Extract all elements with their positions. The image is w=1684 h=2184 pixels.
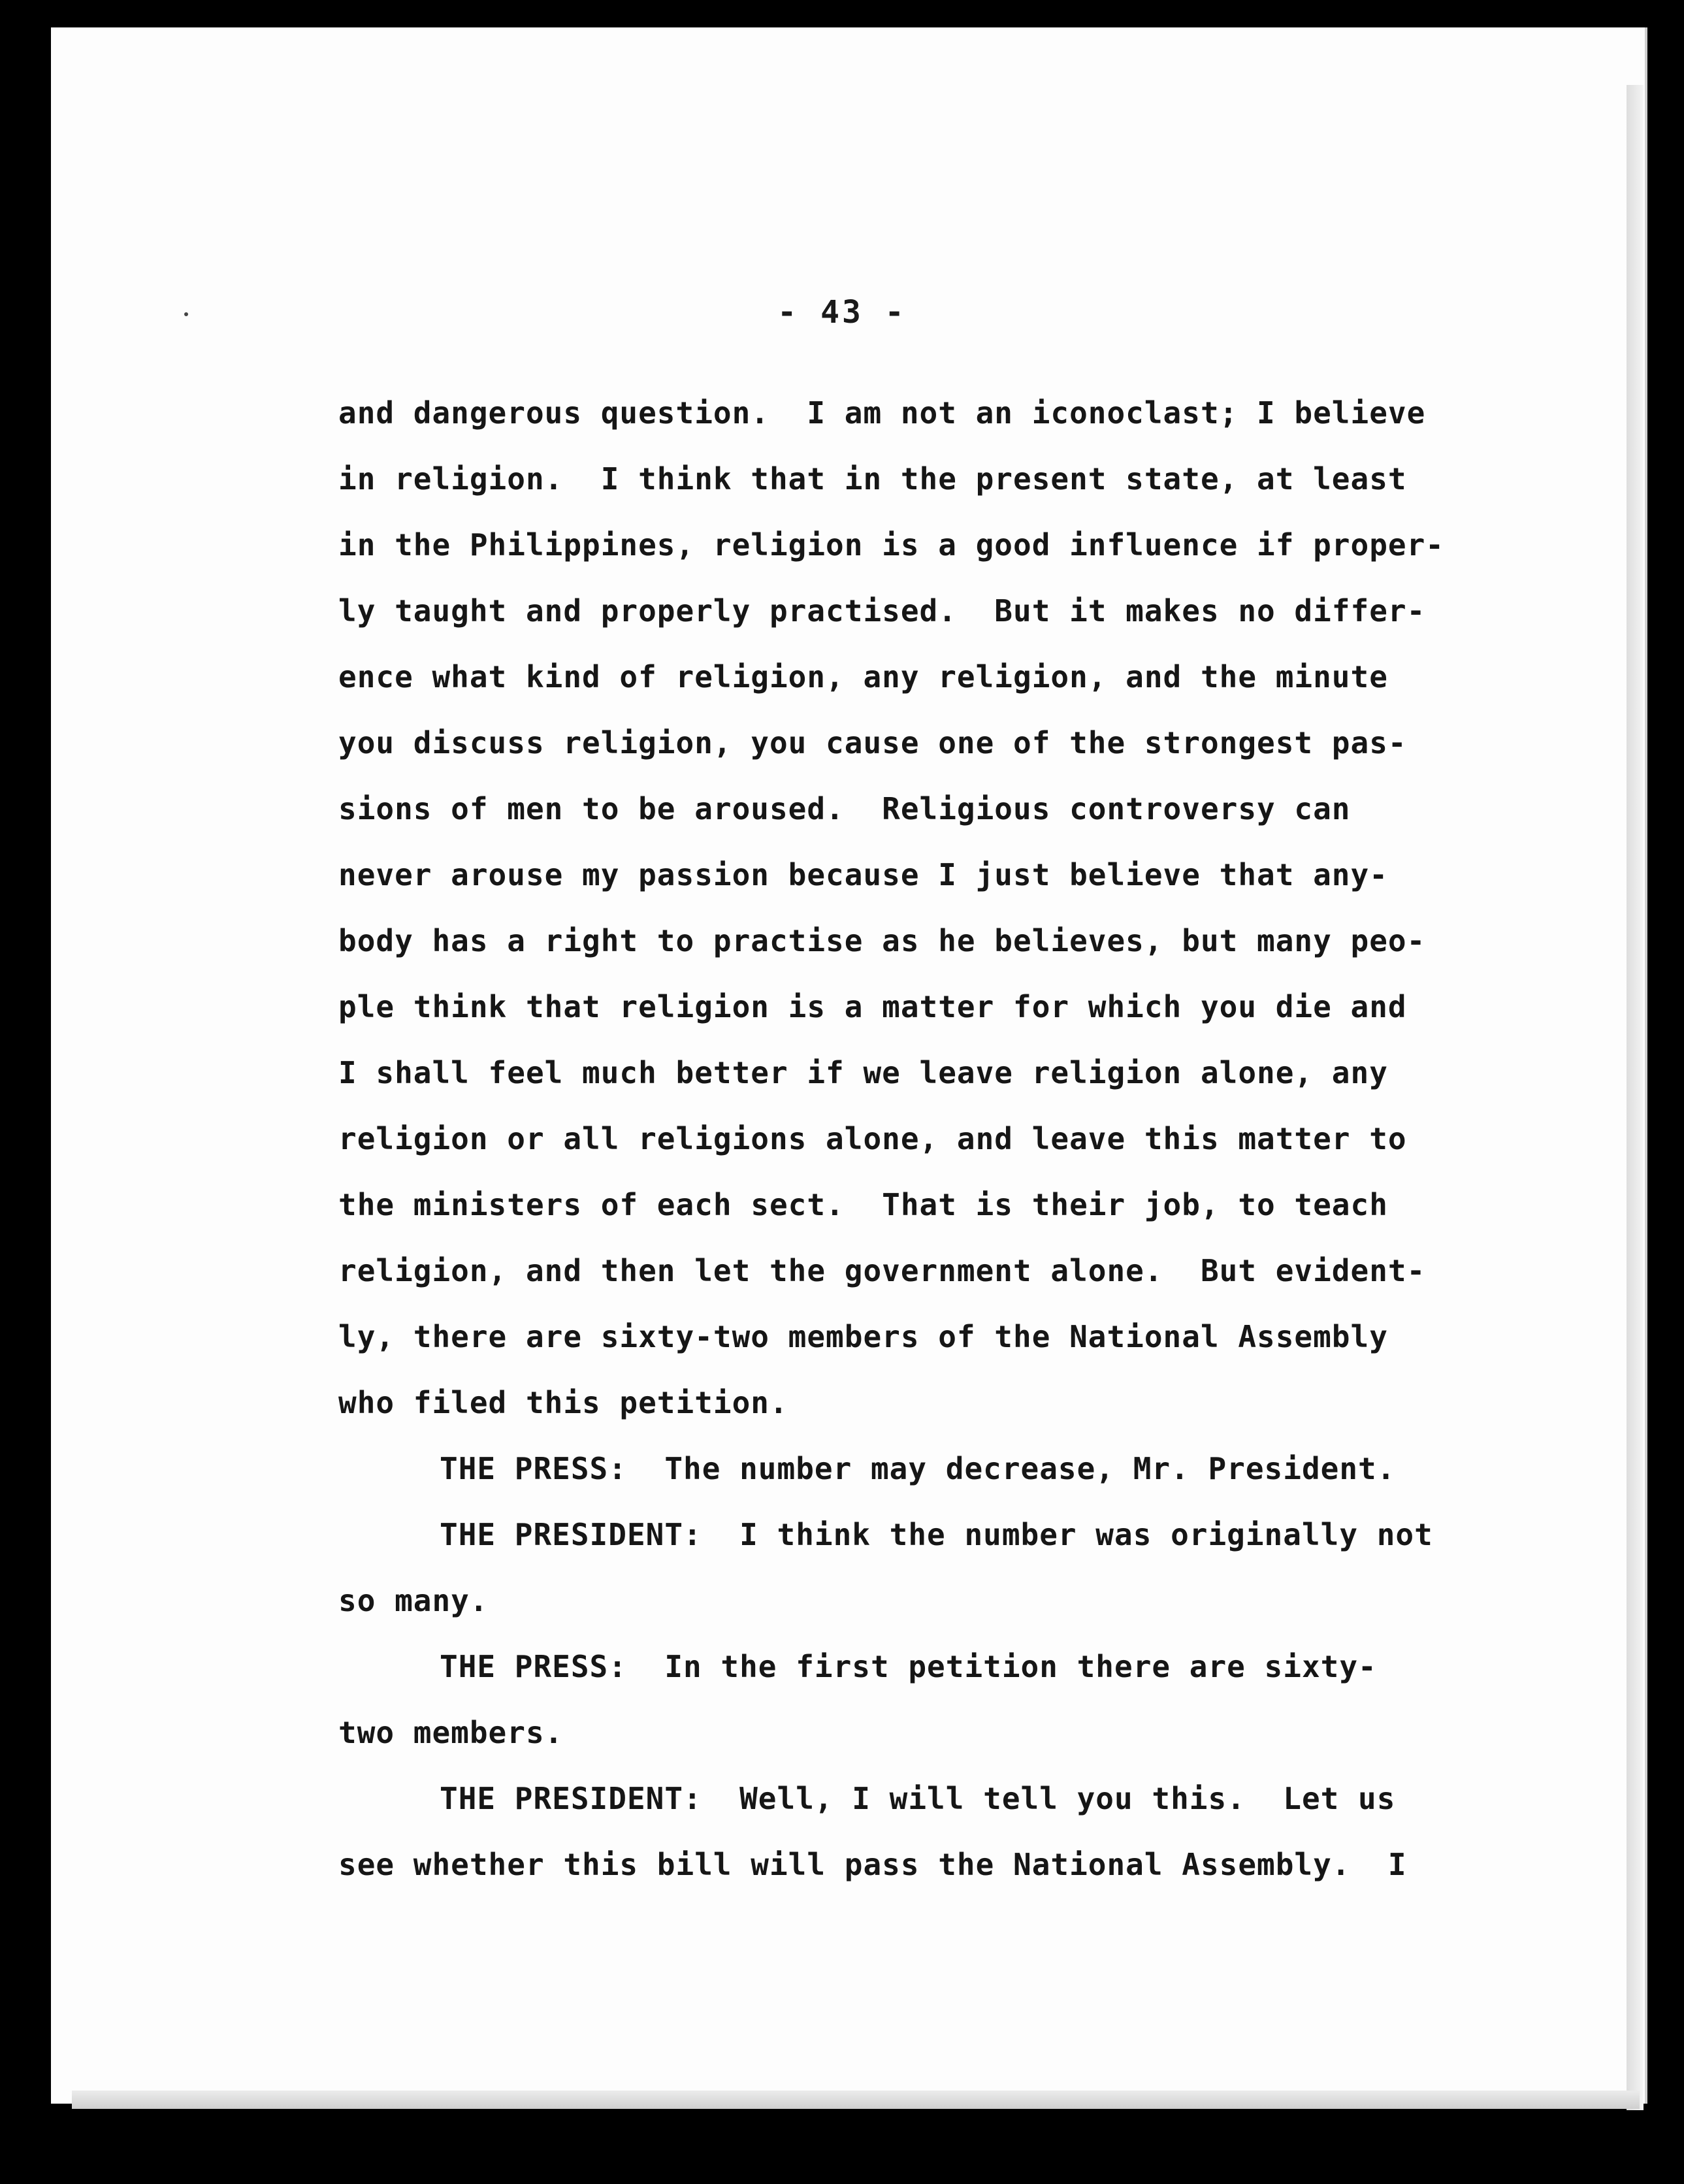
- text-line: ence what kind of religion, any religion, and the minute: [338, 659, 1388, 694]
- text-line: in the Philippines, religion is a good influence if proper-: [338, 527, 1444, 562]
- text-line: who filed this petition.: [338, 1385, 788, 1420]
- text-line: religion, and then let the government alone. But evident-: [338, 1253, 1426, 1288]
- text-line: religion or all religions alone, and leave this matter to: [338, 1121, 1407, 1156]
- page-number: - 43 -: [777, 294, 907, 331]
- text-line: ly, there are sixty-two members of the National Assembly: [338, 1319, 1388, 1354]
- text-line: ly taught and properly practised. But it makes no differ-: [338, 593, 1426, 628]
- text-line: THE PRESS: The number may decrease, Mr. President.: [440, 1451, 1396, 1486]
- text-line: I shall feel much better if we leave religion alone, any: [338, 1055, 1388, 1090]
- text-line: ple think that religion is a matter for which you die and: [338, 989, 1407, 1024]
- text-line: and dangerous question. I am not an iconoclast; I believe: [338, 395, 1426, 431]
- text-line: see whether this bill will pass the National Assembly. I: [338, 1847, 1407, 1882]
- text-line: never arouse my passion because I just believe that any-: [338, 857, 1388, 892]
- text-line: THE PRESIDENT: Well, I will tell you this. Let us: [440, 1781, 1396, 1816]
- text-line: so many.: [338, 1583, 489, 1618]
- text-line: body has a right to practise as he believes, but many peo-: [338, 923, 1426, 958]
- paper-edge-shadow: [1627, 85, 1644, 2110]
- text-line: two members.: [338, 1715, 564, 1750]
- paper-bottom-edge: [72, 2091, 1640, 2109]
- text-line: THE PRESIDENT: I think the number was originally not: [440, 1517, 1433, 1552]
- text-line: in religion. I think that in the present state, at least: [338, 461, 1407, 497]
- text-line: you discuss religion, you cause one of the strongest pas-: [338, 725, 1407, 760]
- text-line: THE PRESS: In the first petition there are sixty-: [440, 1649, 1377, 1684]
- text-line: the ministers of each sect. That is their job, to teach: [338, 1187, 1388, 1222]
- text-line: sions of men to be aroused. Religious controversy can: [338, 791, 1351, 826]
